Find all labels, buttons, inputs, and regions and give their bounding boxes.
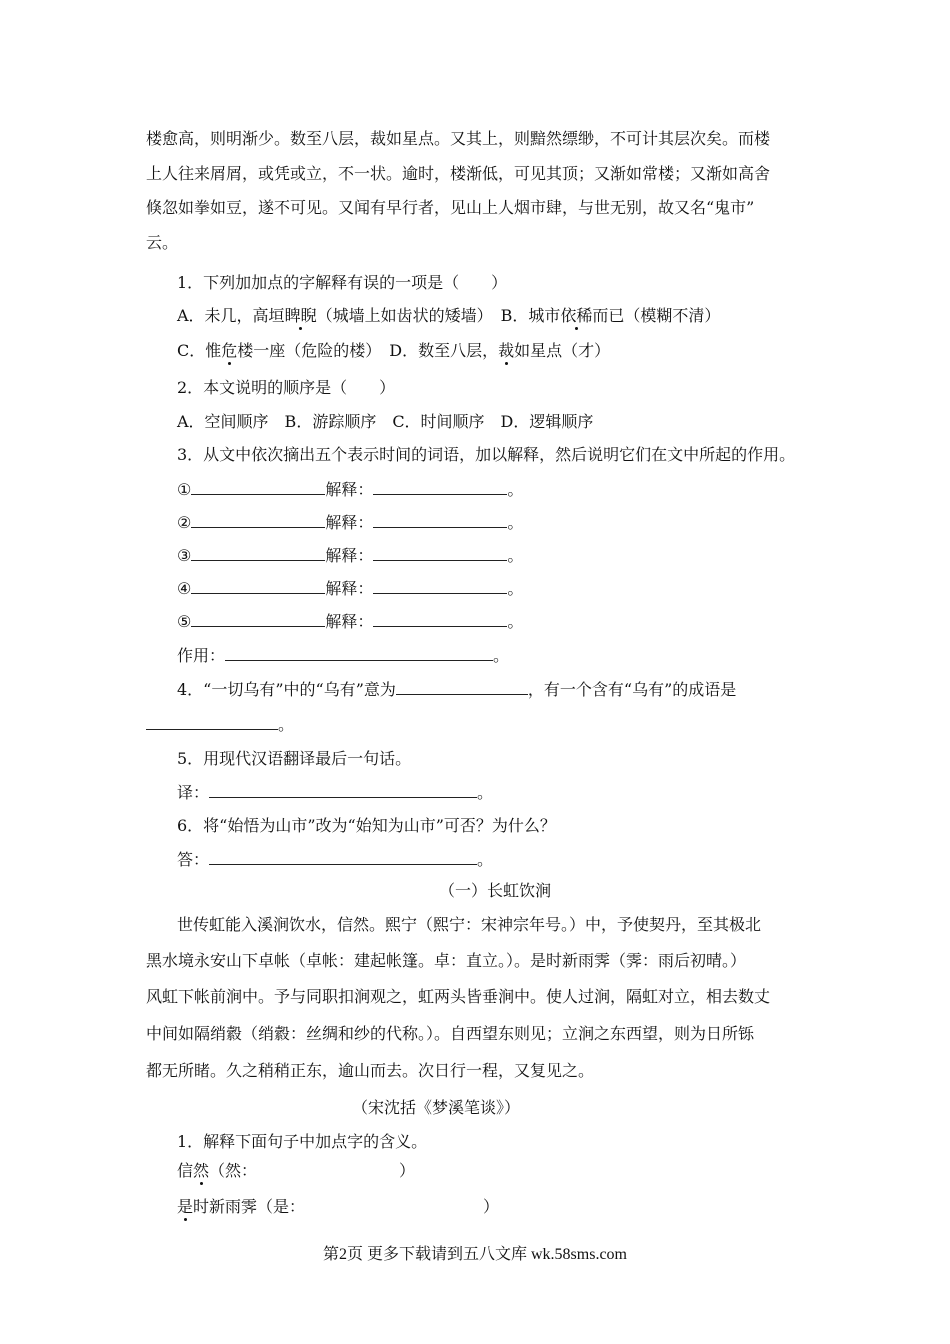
- section2-q1-b: [177, 1196, 499, 1218]
- q1-c-dotted: 危: [221, 341, 238, 360]
- q3-effect-blank[interactable]: [225, 644, 493, 661]
- q1a-close: ）: [399, 1161, 416, 1180]
- q4-text-mid: ，有一个含有“乌有”的成语是: [527, 680, 737, 699]
- q1b-prompt: 时新雨霁（是：: [193, 1197, 306, 1216]
- q4-row: [177, 678, 736, 701]
- q1a-text: 信: [177, 1161, 194, 1180]
- q1-option-ab: [177, 305, 720, 327]
- source-citation: （宋沈括《梦溪笔谈》）: [352, 1098, 521, 1117]
- q4-idiom-blank[interactable]: [146, 713, 278, 730]
- q3-explain-label: 解释：: [325, 480, 374, 499]
- q3-row-1: [177, 478, 523, 501]
- q1-d-rest: 如星点（才）: [514, 341, 611, 360]
- q3-row-2: [177, 511, 523, 534]
- section2-line-1: 世传虹能入溪涧饮水，信然。熙宁（熙宁：宋神宗年号。）中，予使契丹，至其极北: [177, 915, 762, 934]
- q5-label: 译：: [177, 783, 210, 802]
- q3-stem: 3．从文中依次摘出五个表示时间的词语，加以解释，然后说明它们在文中所起的作用。: [177, 445, 796, 464]
- q3-end: 。: [507, 579, 524, 598]
- q3-marker: ④: [177, 579, 192, 598]
- q3-explain-label: 解释：: [325, 579, 374, 598]
- q6-label: 答：: [177, 850, 210, 869]
- q1-a-dotted: 睥睨: [284, 306, 317, 325]
- section2-q1-a: [177, 1160, 415, 1182]
- q1-d-dotted: 裁: [498, 341, 515, 360]
- q1-a-text: A．未几，高垣: [177, 306, 285, 325]
- section2-line-3: 风虹下帐前涧中。予与同职扣涧观之，虹两头皆垂涧中。使人过涧，隔虹对立，相去数丈: [146, 987, 771, 1006]
- q3-effect-label: 作用：: [177, 646, 226, 665]
- q5-answer-row: [177, 781, 493, 804]
- q3-end: 。: [507, 480, 524, 499]
- q3-answer-blank[interactable]: [191, 577, 325, 594]
- q6-answer-row: [177, 848, 493, 871]
- q3-end: 。: [507, 612, 524, 631]
- q3-end: 。: [507, 513, 524, 532]
- q1a-prompt: （然：: [209, 1161, 258, 1180]
- q6-answer-blank[interactable]: [209, 848, 477, 865]
- q3-explain-blank[interactable]: [373, 577, 507, 594]
- q3-explain-label: 解释：: [325, 513, 374, 532]
- q3-answer-blank[interactable]: [191, 610, 325, 627]
- q3-marker: ②: [177, 513, 192, 532]
- q1-d-text: 楼一座（危险的楼） D．数至八层，: [237, 341, 499, 360]
- q2-options: A．空间顺序 B．游踪顺序 C．时间顺序 D．逻辑顺序: [177, 412, 594, 431]
- q4-text: 4．“一切乌有”中的“乌有”意为: [177, 680, 396, 699]
- section2-line-5: 都无所睹。久之稍稍正东，逾山而去。次日行一程，又复见之。: [146, 1061, 595, 1080]
- q2-stem: 2．本文说明的顺序是（ ）: [177, 378, 396, 397]
- section2-q1-stem: 1．解释下面句子中加点字的含义。: [177, 1132, 428, 1151]
- q3-answer-blank[interactable]: [191, 478, 325, 495]
- q3-explain-blank[interactable]: [373, 511, 507, 528]
- q5-end: 。: [477, 783, 494, 802]
- passage-line-1: 楼愈高，则明渐少。数至八层，裁如星点。又其上，则黯然缥缈，不可计其层次矣。而楼: [146, 129, 771, 148]
- q1-b-rest: 而已（模糊不清）: [592, 306, 721, 325]
- q3-explain-label: 解释：: [325, 612, 374, 631]
- q3-marker: ⑤: [177, 612, 192, 631]
- passage-line-2: 上人往来屑屑，或凭或立，不一状。逾时，楼渐低，可见其顶；又渐如常楼；又渐如高舍: [146, 164, 771, 183]
- q4-end: 。: [278, 715, 295, 734]
- section2-line-4: 中间如隔绡縠（绡縠：丝绸和纱的代称。）。自西望东则见；立涧之东西望，则为日所铄: [146, 1024, 755, 1043]
- q1b-close: ）: [483, 1197, 500, 1216]
- section2-line-2: 黑水境永安山下卓帐（卓帐：建起帐篷。卓：直立。）。是时新雨霁（霁：雨后初晴。）: [146, 951, 747, 970]
- passage-line-4: 云。: [146, 233, 179, 252]
- page-footer: 第2页 更多下载请到五八文库 wk.58sms.com: [322, 1246, 627, 1263]
- q1-c-text: C．惟: [177, 341, 222, 360]
- q5-stem: 5．用现代汉语翻译最后一句话。: [177, 749, 412, 768]
- q4-meaning-blank[interactable]: [396, 678, 528, 695]
- q1-b-dotted: 依稀: [560, 306, 593, 325]
- q6-end: 。: [477, 850, 494, 869]
- q3-marker: ③: [177, 546, 192, 565]
- section-title: （一）长虹饮涧: [439, 881, 552, 900]
- q3-row-4: [177, 577, 523, 600]
- q3-end: 。: [507, 546, 524, 565]
- q4-row-2: [146, 713, 294, 736]
- q3-effect-row: [177, 644, 509, 667]
- q3-row-3: [177, 544, 523, 567]
- q3-explain-blank[interactable]: [373, 478, 507, 495]
- q5-answer-blank[interactable]: [209, 781, 477, 798]
- q1-option-cd: [177, 340, 610, 362]
- q6-stem: 6．将“始悟为山市”改为“始知为山市”可否？为什么？: [177, 816, 556, 835]
- q3-explain-blank[interactable]: [373, 610, 507, 627]
- q1b-dotted: 是: [177, 1197, 194, 1216]
- q3-explain-label: 解释：: [325, 546, 374, 565]
- q3-end: 。: [493, 646, 510, 665]
- q1a-dotted: 然: [193, 1161, 210, 1180]
- q3-answer-blank[interactable]: [191, 511, 325, 528]
- q3-answer-blank[interactable]: [191, 544, 325, 561]
- q3-explain-blank[interactable]: [373, 544, 507, 561]
- q3-marker: ①: [177, 480, 192, 499]
- q1-b-text: （城墙上如齿状的矮墙） B．城市: [316, 306, 561, 325]
- q1-stem: 1．下列加加点的字解释有误的一项是（ ）: [177, 273, 508, 292]
- passage-line-3: 倏忽如拳如豆，遂不可见。又闻有早行者，见山上人烟市肆，与世无别，故又名“鬼市”: [146, 198, 755, 217]
- q3-row-5: [177, 610, 523, 633]
